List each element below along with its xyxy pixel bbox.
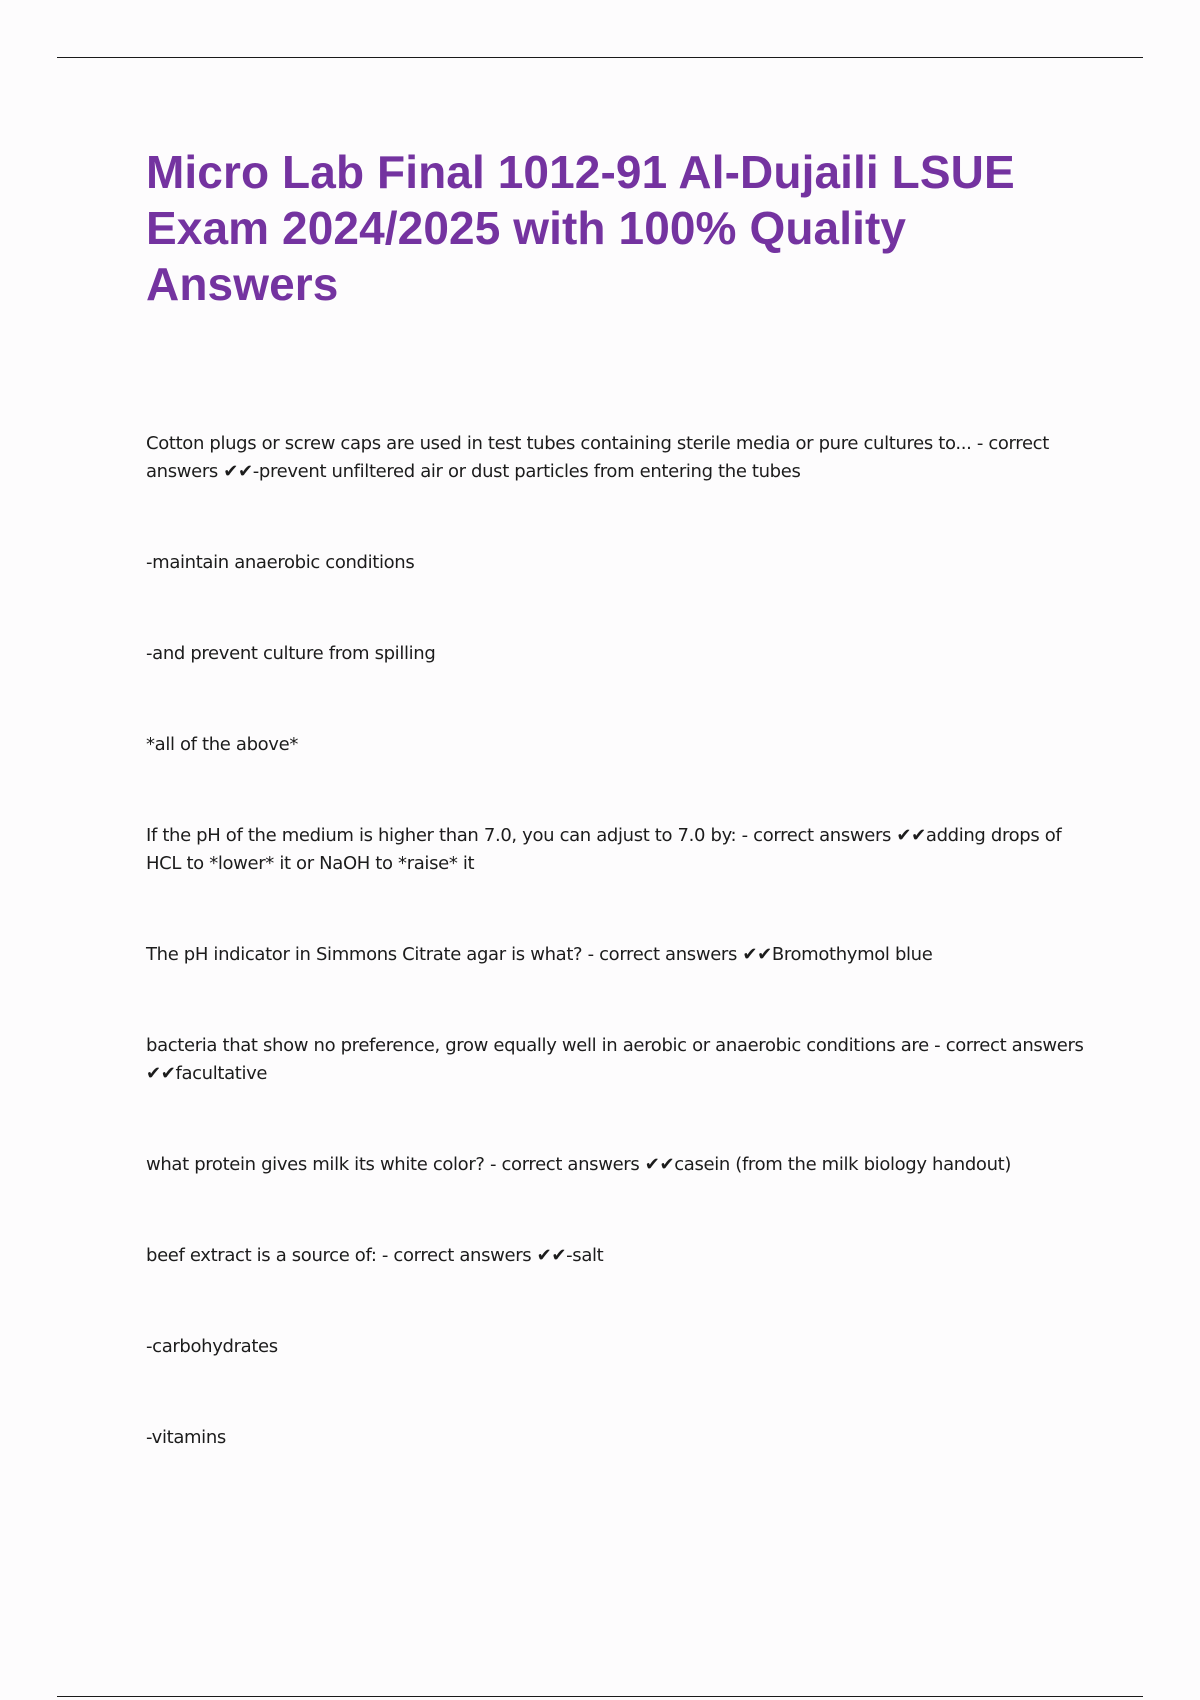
qa-list (146, 430, 1086, 1452)
document-page (146, 144, 1086, 1452)
qa-paragraph: beef extract is a source of: - correct answers ✔✔-salt (146, 1245, 604, 1266)
qa-paragraph: what protein gives milk its white color? - correct answers ✔✔casein (from the milk biology handout) (146, 1154, 1012, 1175)
qa-paragraph: The pH indicator in Simmons Citrate agar is what? - correct answers ✔✔Bromothymol blue (146, 944, 933, 965)
bottom-rule (57, 1696, 1143, 1697)
document-title: Micro Lab Final 1012-91 Al-Dujaili LSUE Exam 2024/2025 with 100% Quality Answers (146, 146, 1015, 310)
qa-paragraph: bacteria that show no preference, grow equally well in aerobic or anaerobic conditions are - correct answers ✔✔facultative (146, 1035, 1084, 1084)
qa-paragraph: *all of the above* (146, 734, 298, 755)
qa-paragraph: -and prevent culture from spilling (146, 643, 436, 664)
qa-paragraph: -maintain anaerobic conditions (146, 552, 415, 573)
qa-paragraph: -carbohydrates (146, 1336, 278, 1357)
qa-paragraph: -vitamins (146, 1427, 226, 1448)
top-rule (57, 57, 1143, 58)
qa-paragraph: If the pH of the medium is higher than 7.0, you can adjust to 7.0 by: - correct answers ✔✔adding drops of HCL to *lower* it or NaOH to *raise* it (146, 825, 1062, 874)
qa-paragraph: Cotton plugs or screw caps are used in test tubes containing sterile media or pure cultures to... - correct answers ✔✔-prevent unfiltered air or dust particles from entering the tubes (146, 433, 1049, 482)
